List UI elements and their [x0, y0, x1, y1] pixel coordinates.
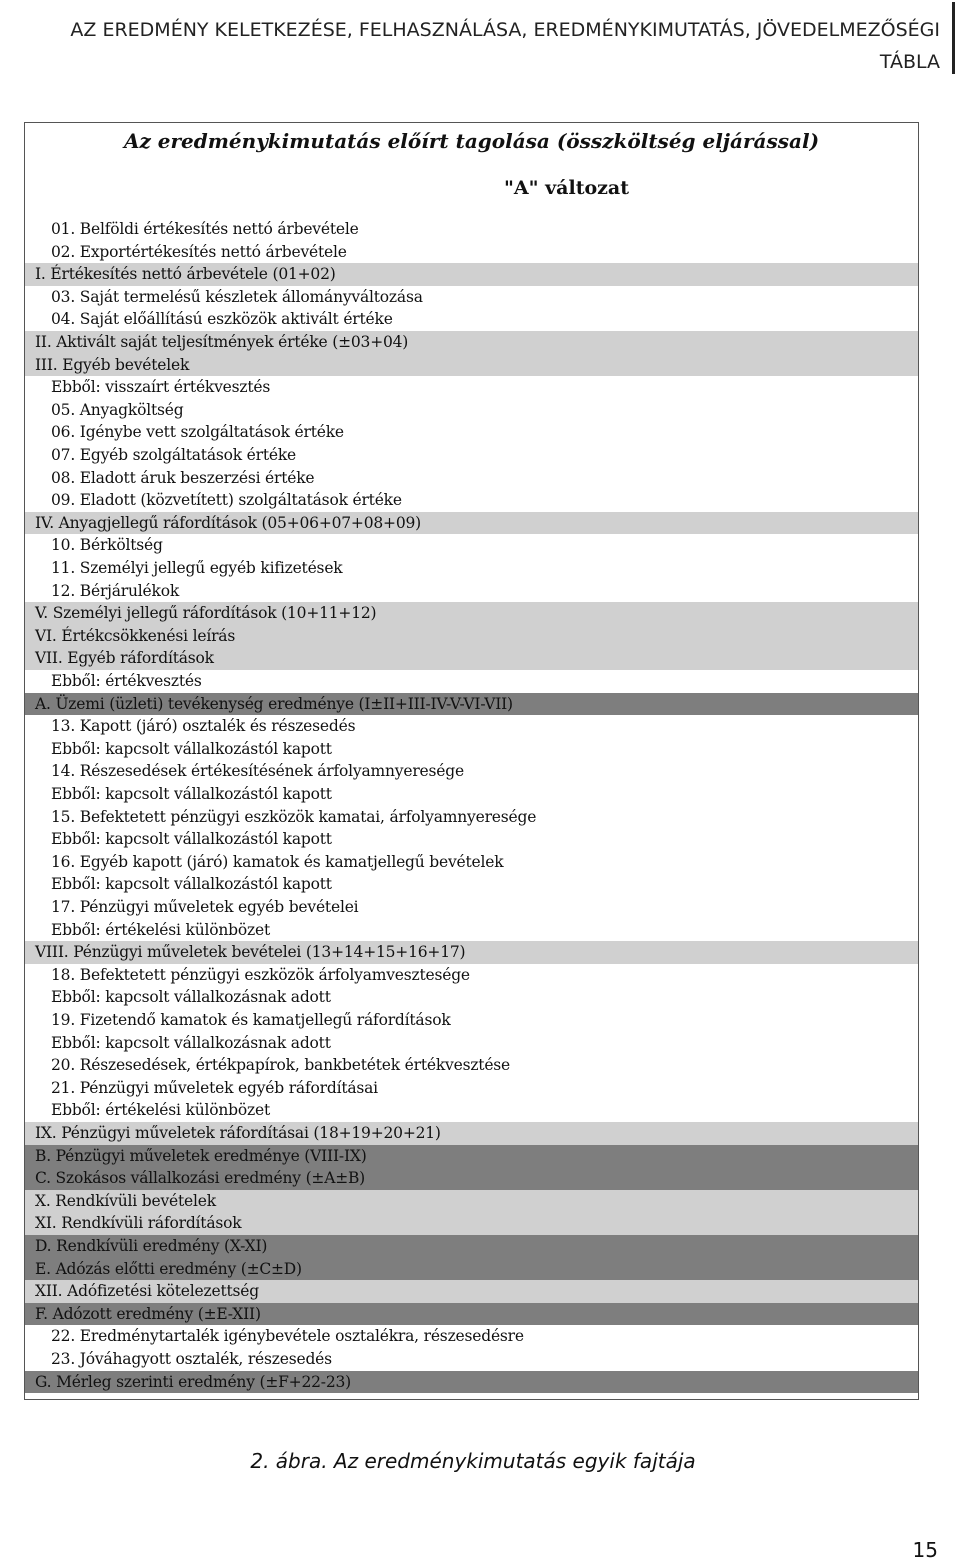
statement-row: IX. Pénzügyi műveletek ráfordításai (18+19+20+21)	[25, 1122, 918, 1145]
statement-row: 04. Saját előállítású eszközök aktivált értéke	[51, 310, 393, 329]
running-head-line-1: AZ EREDMÉNY KELETKEZÉSE, FELHASZNÁLÁSA, EREDMÉNYKIMUTATÁS, JÖVEDELMEZŐSÉGI	[70, 19, 940, 41]
page-number: 15	[912, 1538, 938, 1562]
statement-row: 06. Igénybe vett szolgáltatások értéke	[51, 423, 344, 442]
statement-row: Ebből: kapcsolt vállalkozásnak adott	[51, 988, 331, 1007]
statement-row: 21. Pénzügyi műveletek egyéb ráfordításai	[51, 1078, 378, 1097]
statement-row: 20. Részesedések, értékpapírok, bankbetétek értékvesztése	[51, 1056, 511, 1075]
statement-row: D. Rendkívüli eredmény (X-XI)	[25, 1235, 918, 1258]
statement-row: C. Szokásos vállalkozási eredmény (±A±B)	[25, 1167, 918, 1190]
statement-row: 17. Pénzügyi műveletek egyéb bevételei	[51, 898, 359, 916]
statement-row: 13. Kapott (járó) osztalék és részesedés	[51, 717, 356, 736]
statement-row: VIII. Pénzügyi műveletek bevételei (13+14+15+16+17)	[25, 941, 918, 964]
statement-row: Ebből: értékvesztés	[51, 672, 202, 690]
statement-row: III. Egyéb bevételek	[25, 354, 918, 377]
statement-row: 05. Anyagköltség	[51, 400, 184, 419]
statement-row: X. Rendkívüli bevételek	[25, 1190, 918, 1213]
statement-row: XII. Adófizetési kötelezettség	[25, 1280, 918, 1303]
statement-row: E. Adózás előtti eredmény (±C±D)	[25, 1258, 918, 1281]
statement-row: 19. Fizetendő kamatok és kamatjellegű ráfordítások	[51, 1011, 451, 1029]
statement-row: VII. Egyéb ráfordítások	[25, 647, 918, 670]
statement-row: 14. Részesedések értékesítésének árfolyamnyeresége	[51, 762, 464, 781]
statement-row: 09. Eladott (közvetített) szolgáltatások értéke	[51, 491, 402, 510]
running-head	[40, 14, 940, 78]
statement-row: Ebből: értékelési különbözet	[51, 920, 270, 939]
statement-row: Ebből: értékelési különbözet	[51, 1101, 270, 1120]
statement-row: Ebből: kapcsolt vállalkozástól kapott	[51, 739, 332, 758]
statement-row: 15. Befektetett pénzügyi eszközök kamatai, árfolyamnyeresége	[51, 807, 537, 826]
statement-row: II. Aktivált saját teljesítmények értéke (±03+04)	[25, 331, 918, 354]
statement-row: B. Pénzügyi műveletek eredménye (VIII-IX)	[25, 1145, 918, 1168]
figure-title: Az eredménykimutatás előírt tagolása (összköltség eljárással)	[123, 129, 820, 153]
figure-subtitle: "A" változat	[503, 177, 630, 199]
statement-row: 02. Exportértékesítés nettó árbevétele	[51, 242, 347, 261]
statement-row: 08. Eladott áruk beszerzési értéke	[51, 468, 315, 487]
statement-row: 07. Egyéb szolgáltatások értéke	[51, 446, 297, 464]
statement-row: 11. Személyi jellegű egyéb kifizetések	[51, 559, 343, 577]
statement-row: 12. Bérjárulékok	[51, 581, 180, 600]
statement-row: IV. Anyagjellegű ráfordítások (05+06+07+08+09)	[25, 512, 918, 535]
figure-caption: 2. ábra. Az eredménykimutatás egyik fajtája	[250, 1449, 696, 1473]
statement-row: 22. Eredménytartalék igénybevétele osztalékra, részesedésre	[51, 1327, 524, 1346]
statement-row: VI. Értékcsökkenési leírás	[25, 625, 918, 648]
statement-row: 10. Bérköltség	[51, 536, 163, 555]
statement-row: Ebből: visszaírt értékvesztés	[51, 378, 271, 397]
running-head-line-2: TÁBLA	[879, 51, 940, 73]
income-statement-figure	[24, 122, 919, 1400]
running-head-rule	[952, 2, 955, 74]
statement-row: G. Mérleg szerinti eredmény (±F+22-23)	[25, 1371, 918, 1394]
statement-row: 16. Egyéb kapott (járó) kamatok és kamatjellegű bevételek	[51, 852, 504, 871]
statement-row: Ebből: kapcsolt vállalkozástól kapott	[51, 785, 332, 803]
statement-row: I. Értékesítés nettó árbevétele (01+02)	[25, 263, 918, 286]
statement-row: A. Üzemi (üzleti) tevékenység eredménye (I±II+III-IV-V-VI-VII)	[25, 693, 918, 716]
statement-row: Ebből: kapcsolt vállalkozástól kapott	[51, 830, 332, 849]
statement-row: 01. Belföldi értékesítés nettó árbevétele	[51, 220, 359, 238]
statement-row: V. Személyi jellegű ráfordítások (10+11+12)	[25, 602, 918, 625]
statement-row: 03. Saját termelésű készletek állományváltozása	[51, 287, 423, 306]
statement-row: 23. Jóváhagyott osztalék, részesedés	[51, 1350, 332, 1368]
statement-row: Ebből: kapcsolt vállalkozástól kapott	[51, 875, 332, 894]
statement-row: F. Adózott eredmény (±E-XII)	[25, 1303, 918, 1326]
statement-row: XI. Rendkívüli ráfordítások	[25, 1212, 918, 1235]
statement-row: Ebből: kapcsolt vállalkozásnak adott	[51, 1033, 331, 1052]
statement-row: 18. Befektetett pénzügyi eszközök árfolyamvesztesége	[51, 965, 470, 984]
